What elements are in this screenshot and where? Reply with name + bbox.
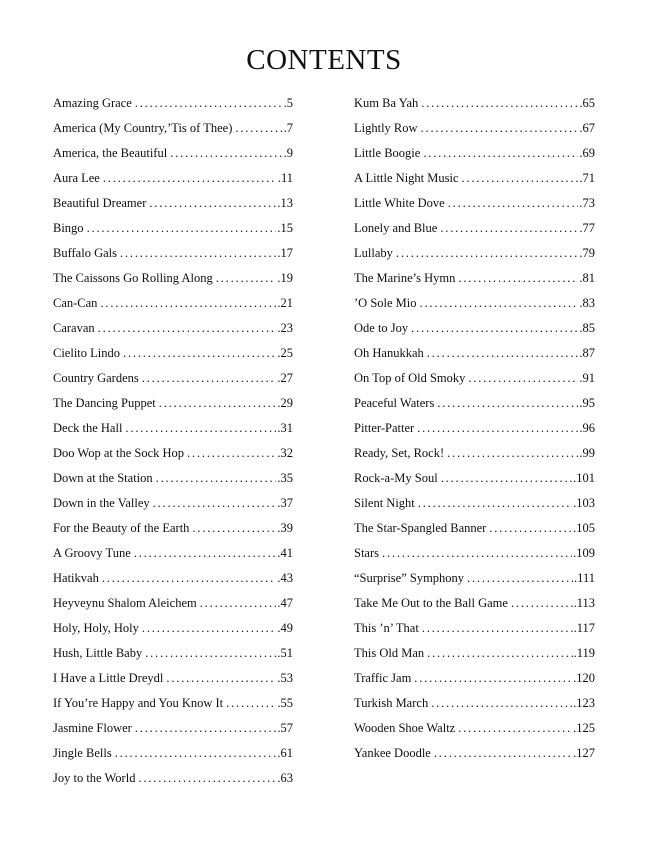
toc-entry-page-number: .63 xyxy=(277,771,293,785)
dot-leader xyxy=(421,121,579,136)
toc-entry-title: Hush, Little Baby xyxy=(53,646,143,660)
toc-entry-title: Traffic Jam xyxy=(354,671,412,685)
toc-entry-page-number: .83 xyxy=(579,296,595,310)
toc-entry-page-number: .49 xyxy=(277,621,293,635)
toc-entry-page-number: .95 xyxy=(579,396,595,410)
toc-entry xyxy=(354,396,595,421)
toc-entry xyxy=(53,346,293,371)
toc-entry xyxy=(53,446,293,471)
toc-entry xyxy=(53,721,293,746)
dot-leader xyxy=(134,546,277,561)
dot-leader xyxy=(235,121,282,136)
dot-leader xyxy=(427,346,579,361)
dot-leader xyxy=(135,721,277,736)
dot-leader xyxy=(98,321,277,336)
toc-entry-page-number: .117 xyxy=(573,621,595,635)
toc-entry-title: Beautiful Dreamer xyxy=(53,196,147,210)
toc-entry-title: Oh Hanukkah xyxy=(354,346,424,360)
toc-entry-title: America (My Country,’Tis of Thee) xyxy=(53,121,233,135)
toc-entry xyxy=(53,621,293,646)
toc-entry xyxy=(354,421,595,446)
dot-leader xyxy=(468,371,578,386)
dot-leader xyxy=(142,621,276,636)
toc-entry xyxy=(53,471,293,496)
dot-leader xyxy=(467,571,573,586)
dot-leader xyxy=(423,146,578,161)
dot-leader xyxy=(447,446,578,461)
toc-entry-page-number: .109 xyxy=(573,546,595,560)
dot-leader xyxy=(418,496,572,511)
toc-entry-page-number: .96 xyxy=(579,421,595,435)
dot-leader xyxy=(123,346,276,361)
toc-entry xyxy=(53,321,293,346)
toc-entry-title: The Star-Spangled Banner xyxy=(354,521,487,535)
toc-entry-page-number: .69 xyxy=(579,146,595,160)
toc-entry-page-number: .19 xyxy=(277,271,293,285)
toc-entry-title: Deck the Hall xyxy=(53,421,123,435)
toc-entry-title: A Little Night Music xyxy=(354,171,459,185)
toc-entry-page-number: .71 xyxy=(579,171,595,185)
toc-entry-page-number: .61 xyxy=(277,746,293,760)
toc-entry-page-number: .7 xyxy=(283,121,293,135)
toc-entry-title: Caravan xyxy=(53,321,95,335)
toc-entry xyxy=(53,396,293,421)
dot-leader xyxy=(226,696,276,711)
dot-leader xyxy=(142,371,277,386)
toc-entry-title: For the Beauty of the Earth xyxy=(53,521,190,535)
toc-entry xyxy=(53,296,293,321)
toc-entry xyxy=(354,571,595,596)
toc-entry xyxy=(354,696,595,721)
toc-entry-title: Lullaby xyxy=(354,246,393,260)
dot-leader xyxy=(216,271,277,286)
dot-leader xyxy=(437,396,578,411)
dot-leader xyxy=(417,421,578,436)
toc-entry xyxy=(354,446,595,471)
toc-entry-title: Amazing Grace xyxy=(53,96,132,110)
contents-column-left xyxy=(53,96,293,796)
toc-entry-page-number: .51 xyxy=(277,646,293,660)
dot-leader xyxy=(102,571,277,586)
dot-leader xyxy=(414,671,572,686)
dot-leader xyxy=(458,721,572,736)
toc-entry-title: Bingo xyxy=(53,221,84,235)
dot-leader xyxy=(511,596,573,611)
toc-entry-title: Jasmine Flower xyxy=(53,721,132,735)
toc-entry xyxy=(53,571,293,596)
toc-entry-page-number: .35 xyxy=(277,471,293,485)
toc-entry-page-number: .91 xyxy=(579,371,595,385)
toc-entry-title: I Have a Little Dreydl xyxy=(53,671,164,685)
toc-entry-title: If You’re Happy and You Know It xyxy=(53,696,224,710)
toc-entry-title: Pitter-Patter xyxy=(354,421,415,435)
dot-leader xyxy=(420,296,579,311)
toc-entry xyxy=(354,746,595,771)
toc-entry-page-number: .37 xyxy=(277,496,293,510)
toc-entry xyxy=(354,121,595,146)
toc-entry-page-number: .53 xyxy=(277,671,293,685)
toc-entry-page-number: .77 xyxy=(579,221,595,235)
page-title: CONTENTS xyxy=(246,44,402,76)
toc-entry xyxy=(53,421,293,446)
dot-leader xyxy=(153,496,277,511)
toc-entry-title: Rock-a-My Soul xyxy=(354,471,438,485)
dot-leader xyxy=(489,521,572,536)
toc-entry-page-number: .73 xyxy=(579,196,595,210)
toc-entry-page-number: .125 xyxy=(573,721,595,735)
dot-leader xyxy=(145,646,276,661)
toc-entry-page-number: .32 xyxy=(277,446,293,460)
toc-entry-title: This ’n’ That xyxy=(354,621,419,635)
dot-leader xyxy=(135,96,283,111)
toc-entry xyxy=(354,296,595,321)
toc-entry-page-number: .31 xyxy=(277,421,293,435)
dot-leader xyxy=(448,196,579,211)
dot-leader xyxy=(100,296,276,311)
toc-entry-page-number: .9 xyxy=(283,146,293,160)
toc-entry-title: Peaceful Waters xyxy=(354,396,435,410)
toc-entry xyxy=(354,471,595,496)
toc-entry xyxy=(53,96,293,121)
toc-entry xyxy=(354,621,595,646)
toc-entry-title: Silent Night xyxy=(354,496,415,510)
dot-leader xyxy=(115,746,277,761)
toc-entry-title: This Old Man xyxy=(354,646,425,660)
toc-entry-title: Country Gardens xyxy=(53,371,139,385)
toc-entry-title: Lonely and Blue xyxy=(354,221,438,235)
toc-entry-title: Ready, Set, Rock! xyxy=(354,446,445,460)
toc-entry-page-number: .13 xyxy=(277,196,293,210)
dot-leader xyxy=(125,421,276,436)
toc-entry-title: Cielito Lindo xyxy=(53,346,121,360)
dot-leader xyxy=(440,221,578,236)
toc-entry-title: Down in the Valley xyxy=(53,496,150,510)
toc-entry xyxy=(53,596,293,621)
toc-entry-page-number: .15 xyxy=(277,221,293,235)
toc-entry-page-number: .5 xyxy=(283,96,293,110)
toc-entry-title: Little White Dove xyxy=(354,196,445,210)
toc-entry xyxy=(354,221,595,246)
toc-entry xyxy=(53,246,293,271)
toc-entry-title: Jingle Bells xyxy=(53,746,112,760)
toc-entry-page-number: .23 xyxy=(277,321,293,335)
toc-entry-page-number: .29 xyxy=(277,396,293,410)
toc-entry-title: Little Boogie xyxy=(354,146,421,160)
dot-leader xyxy=(120,246,276,261)
toc-entry-page-number: .105 xyxy=(573,521,595,535)
toc-entry-page-number: .103 xyxy=(573,496,595,510)
toc-entry xyxy=(354,246,595,271)
toc-entry xyxy=(354,546,595,571)
toc-entry xyxy=(354,321,595,346)
toc-entry-title: A Groovy Tune xyxy=(53,546,131,560)
toc-entry xyxy=(354,521,595,546)
contents-column-right xyxy=(354,96,595,771)
toc-entry xyxy=(354,596,595,621)
toc-entry xyxy=(53,171,293,196)
toc-entry-title: Wooden Shoe Waltz xyxy=(354,721,456,735)
toc-entry-page-number: .39 xyxy=(277,521,293,535)
toc-entry-page-number: .87 xyxy=(579,346,595,360)
toc-entry-page-number: .99 xyxy=(579,446,595,460)
toc-entry-title: Heyveynu Shalom Aleichem xyxy=(53,596,197,610)
toc-entry-title: Buffalo Gals xyxy=(53,246,117,260)
dot-leader xyxy=(441,471,572,486)
dot-leader xyxy=(396,246,578,261)
toc-entry-title: The Caissons Go Rolling Along xyxy=(53,271,213,285)
toc-entry xyxy=(53,121,293,146)
toc-entry-title: “Surprise” Symphony xyxy=(354,571,465,585)
toc-entry xyxy=(354,721,595,746)
toc-entry-page-number: .81 xyxy=(579,271,595,285)
toc-entry xyxy=(53,221,293,246)
dot-leader xyxy=(427,646,572,661)
dot-leader xyxy=(382,546,572,561)
toc-entry-page-number: .27 xyxy=(277,371,293,385)
toc-entry xyxy=(53,496,293,521)
toc-entry-page-number: .67 xyxy=(579,121,595,135)
toc-entry-page-number: .119 xyxy=(573,646,595,660)
dot-leader xyxy=(166,671,276,686)
dot-leader xyxy=(421,96,578,111)
toc-entry xyxy=(354,371,595,396)
toc-entry-title: Joy to the World xyxy=(53,771,136,785)
toc-entry-page-number: .123 xyxy=(573,696,595,710)
toc-entry-title: Ode to Joy xyxy=(354,321,409,335)
toc-entry-page-number: .55 xyxy=(277,696,293,710)
dot-leader xyxy=(192,521,276,536)
toc-entry-page-number: .11 xyxy=(277,171,293,185)
dot-leader xyxy=(159,396,277,411)
dot-leader xyxy=(156,471,277,486)
dot-leader xyxy=(462,171,579,186)
toc-entry-page-number: .21 xyxy=(277,296,293,310)
toc-entry xyxy=(53,771,293,796)
toc-entry-title: On Top of Old Smoky xyxy=(354,371,466,385)
dot-leader xyxy=(422,621,573,636)
toc-entry-title: Down at the Station xyxy=(53,471,153,485)
toc-entry-title: Aura Lee xyxy=(53,171,100,185)
toc-entry xyxy=(53,196,293,221)
dot-leader xyxy=(411,321,578,336)
dot-leader xyxy=(200,596,277,611)
toc-entry-title: Lightly Row xyxy=(354,121,418,135)
toc-entry-page-number: .127 xyxy=(573,746,595,760)
toc-entry-page-number: .57 xyxy=(277,721,293,735)
toc-entry-title: Holy, Holy, Holy xyxy=(53,621,139,635)
toc-entry-page-number: .113 xyxy=(573,596,595,610)
toc-entry-page-number: .43 xyxy=(277,571,293,585)
toc-entry-title: America, the Beautiful xyxy=(53,146,168,160)
toc-entry-page-number: .47 xyxy=(277,596,293,610)
toc-entry xyxy=(53,671,293,696)
toc-entry-title: Kum Ba Yah xyxy=(354,96,419,110)
toc-entry xyxy=(53,371,293,396)
toc-entry-page-number: .41 xyxy=(277,546,293,560)
toc-entry-title: Hatikvah xyxy=(53,571,99,585)
dot-leader xyxy=(458,271,578,286)
toc-entry-title: Stars xyxy=(354,546,379,560)
dot-leader xyxy=(103,171,277,186)
toc-entry-title: Turkish March xyxy=(354,696,429,710)
toc-entry xyxy=(53,696,293,721)
toc-entry-title: Doo Wop at the Sock Hop xyxy=(53,446,185,460)
toc-entry-page-number: .25 xyxy=(277,346,293,360)
dot-leader xyxy=(187,446,276,461)
toc-entry xyxy=(53,546,293,571)
toc-entry xyxy=(354,146,595,171)
toc-entry-page-number: .111 xyxy=(574,571,595,585)
toc-entry xyxy=(354,646,595,671)
toc-entry xyxy=(354,271,595,296)
toc-entry xyxy=(354,171,595,196)
toc-entry-page-number: .17 xyxy=(277,246,293,260)
toc-entry xyxy=(354,496,595,521)
toc-entry xyxy=(354,671,595,696)
toc-entry xyxy=(53,146,293,171)
toc-entry-title: Can-Can xyxy=(53,296,98,310)
toc-entry-page-number: .101 xyxy=(573,471,595,485)
toc-entry xyxy=(53,646,293,671)
toc-entry xyxy=(53,521,293,546)
dot-leader xyxy=(434,746,572,761)
toc-entry-page-number: .85 xyxy=(579,321,595,335)
toc-entry-page-number: .79 xyxy=(579,246,595,260)
toc-entry-title: The Marine’s Hymn xyxy=(354,271,456,285)
toc-entry xyxy=(53,271,293,296)
toc-entry-title: Yankee Doodle xyxy=(354,746,431,760)
toc-entry-title: Take Me Out to the Ball Game xyxy=(354,596,508,610)
toc-entry xyxy=(354,196,595,221)
toc-entry xyxy=(354,346,595,371)
dot-leader xyxy=(87,221,277,236)
toc-entry-page-number: .120 xyxy=(573,671,595,685)
toc-entry-title: The Dancing Puppet xyxy=(53,396,156,410)
toc-entry xyxy=(354,96,595,121)
dot-leader xyxy=(431,696,572,711)
toc-entry-page-number: .65 xyxy=(579,96,595,110)
dot-leader xyxy=(138,771,276,786)
toc-entry xyxy=(53,746,293,771)
dot-leader xyxy=(149,196,276,211)
toc-entry-title: ’O Sole Mio xyxy=(354,296,417,310)
dot-leader xyxy=(170,146,282,161)
